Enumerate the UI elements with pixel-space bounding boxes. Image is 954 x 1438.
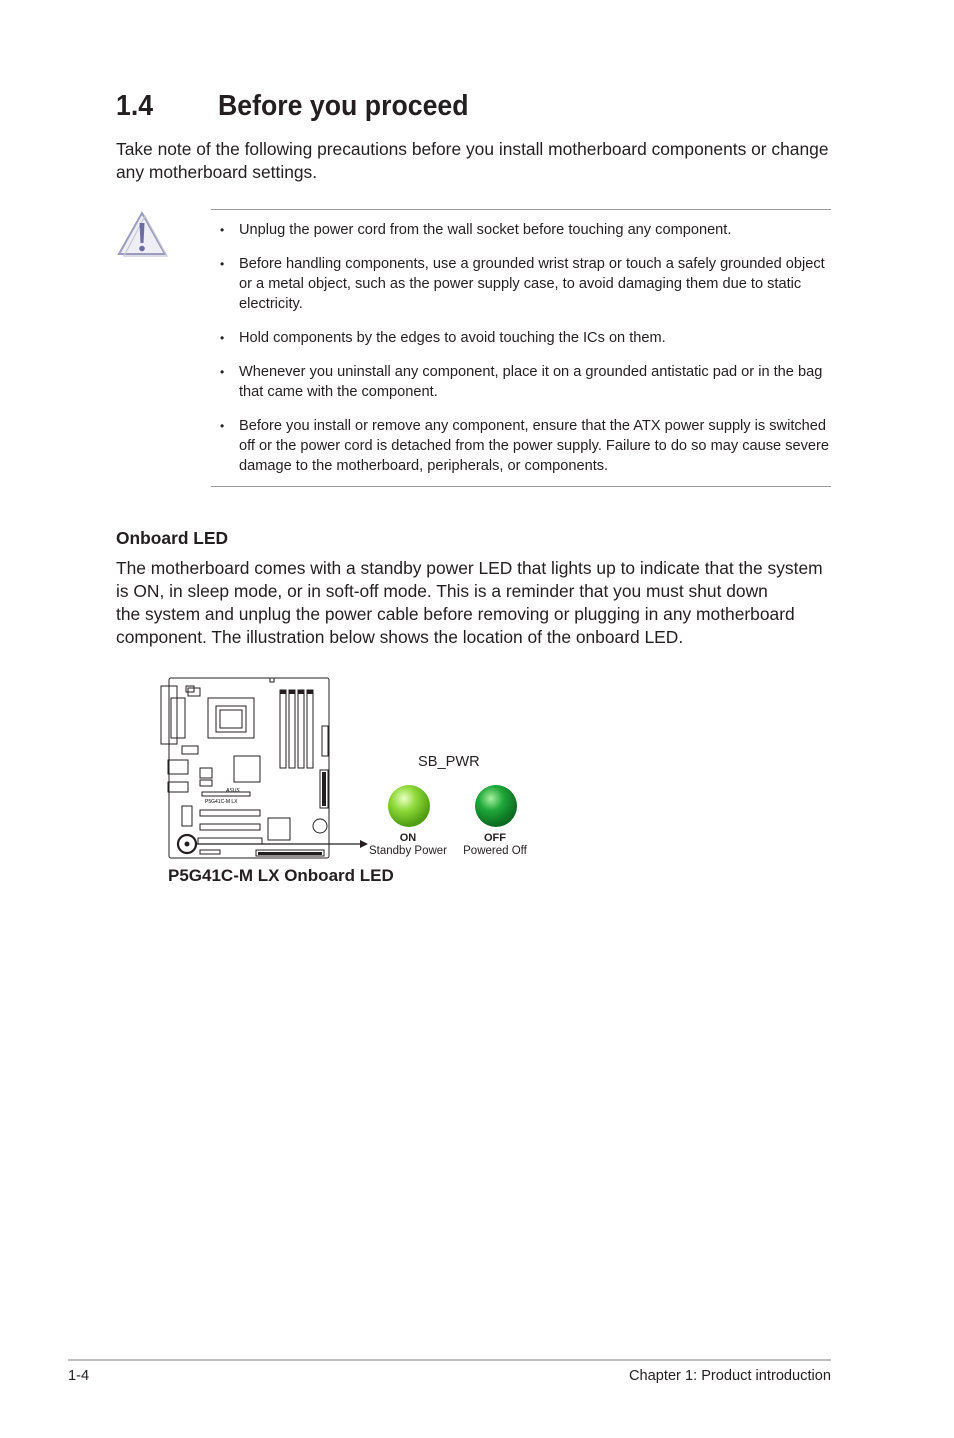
bullet-glyph: • bbox=[220, 223, 225, 237]
section-number: 1.4 bbox=[116, 90, 154, 122]
led-on-indicator bbox=[387, 784, 431, 828]
led-off-label: OFF bbox=[484, 832, 506, 844]
paragraph-line: The motherboard comes with a standby power LED that lights up to indicate that the system bbox=[116, 558, 823, 578]
precaution-text: Before you install or remove any component, ensure that the ATX power supply is switched off or the power cord is detached from the power supply. Failure to do so may cause severe damage to the motherboard, peripherals, or components. bbox=[239, 418, 829, 474]
connector-label: SB_PWR bbox=[418, 754, 480, 770]
bullet-glyph: • bbox=[220, 365, 225, 379]
page-number: 1-4 bbox=[68, 1368, 90, 1384]
bullet-glyph: • bbox=[220, 331, 225, 345]
led-off-description: Powered Off bbox=[463, 845, 527, 857]
subheading-onboard-led: Onboard LED bbox=[116, 528, 229, 548]
paragraph-line: the system and unplug the power cable before removing or plugging in any motherboard bbox=[116, 604, 795, 624]
led-off-indicator bbox=[474, 784, 518, 828]
led-on-description: Standby Power bbox=[369, 845, 447, 857]
led-on-label: ON bbox=[399, 832, 417, 844]
list-item bbox=[218, 416, 832, 476]
chapter-title: Chapter 1: Product introduction bbox=[629, 1368, 831, 1384]
intro-paragraph: Take note of the following precautions before you install motherboard components or change any motherboard settings. bbox=[116, 139, 829, 182]
precaution-text: Unplug the power cord from the wall socket before touching any component. bbox=[239, 222, 732, 238]
footer-divider bbox=[68, 1359, 831, 1361]
precaution-text: Before handling components, use a grounded wrist strap or touch a safely grounded object or a metal object, such as the power supply case, to avoid damaging them due to static electricity. bbox=[239, 256, 825, 312]
warning-triangle-icon bbox=[116, 210, 168, 258]
onboard-led-paragraph bbox=[116, 557, 826, 649]
board-logo: ASUS bbox=[226, 788, 240, 794]
paragraph-line: component. The illustration below shows the location of the onboard LED. bbox=[116, 627, 684, 647]
page-title: Before you proceed bbox=[218, 90, 469, 122]
list-item bbox=[218, 362, 832, 402]
list-item bbox=[218, 328, 832, 348]
list-item bbox=[218, 220, 832, 240]
precaution-list bbox=[218, 220, 832, 490]
bullet-glyph: • bbox=[220, 257, 225, 271]
paragraph-line: is ON, in sleep mode, or in soft-off mode. This is a reminder that you must shut down bbox=[116, 581, 768, 601]
board-model-label: P5G41C-M LX bbox=[205, 799, 238, 805]
precaution-text: Whenever you uninstall any component, place it on a grounded antistatic pad or in the bag that came with the component. bbox=[239, 364, 823, 400]
bullet-glyph: • bbox=[220, 419, 225, 433]
list-item bbox=[218, 254, 832, 314]
figure-caption: P5G41C-M LX Onboard LED bbox=[168, 866, 394, 885]
precaution-text: Hold components by the edges to avoid touching the ICs on them. bbox=[239, 330, 666, 346]
